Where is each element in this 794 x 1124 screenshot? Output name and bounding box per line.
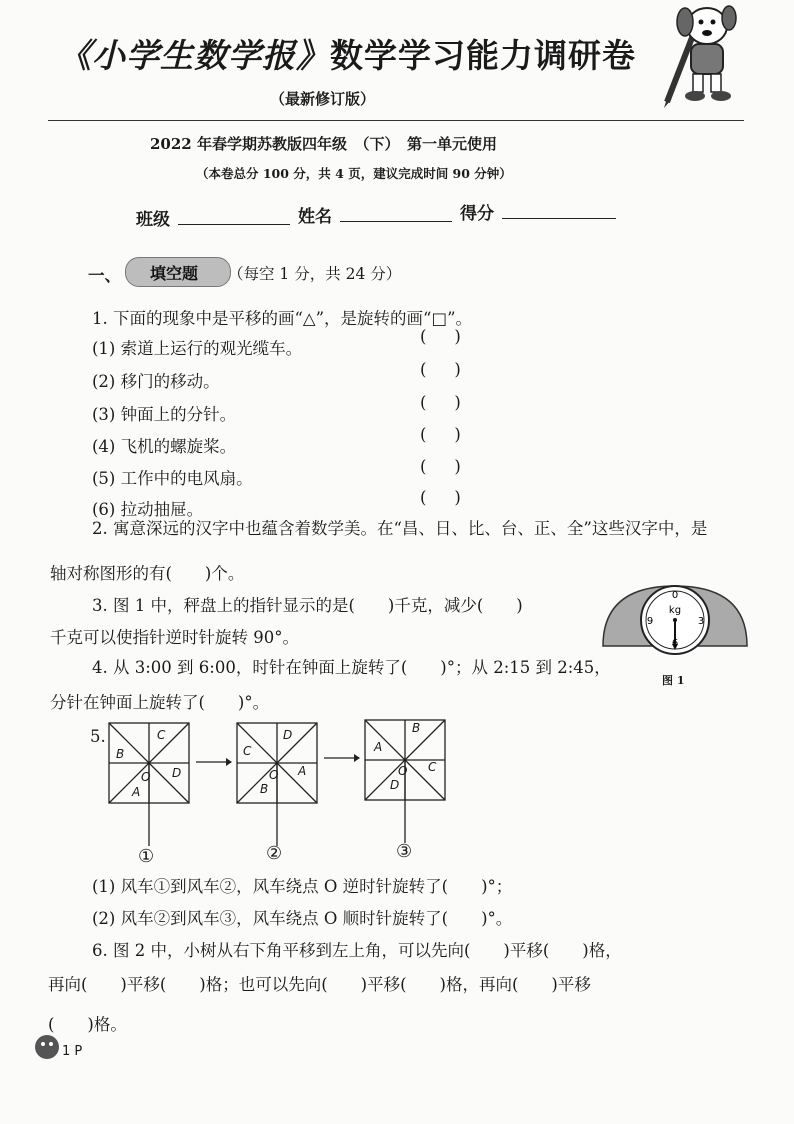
q4-line-2: 分针在钟面上旋转了( )°。 xyxy=(50,693,270,712)
q1-stem: 1. 下面的现象中是平移的画“△”，是旋转的画“□”。 xyxy=(92,309,473,328)
pinwheel-2-letter-d: D xyxy=(283,728,293,742)
q1-answer-4[interactable]: () xyxy=(420,425,489,444)
q1-answer-5[interactable]: () xyxy=(420,457,489,476)
pinwheel-1-letter-d: D xyxy=(172,766,182,780)
header-divider xyxy=(48,120,744,121)
name-label: 姓名 xyxy=(298,207,332,227)
q6-line-2: 再向( )平移( )格；也可以先向( )平移( )格，再向( )平移 xyxy=(48,975,591,994)
pinwheel-1-letter-o: O xyxy=(141,770,151,784)
figure-1-scale xyxy=(600,578,750,668)
pinwheel-1-letter-a: A xyxy=(132,785,141,799)
q1-item-2: (2) 移门的移动。 xyxy=(92,372,220,391)
dial-number-0: 0 xyxy=(671,590,679,601)
q4-line-1: 4. 从 3:00 到 6:00，时针在钟面上旋转了( )°；从 2:15 到 2:45， xyxy=(92,658,611,677)
section-badge-text: 填空题 xyxy=(150,264,199,283)
q1-item-1: (1) 索道上运行的观光缆车。 xyxy=(92,339,303,358)
exam-note: （本卷总分 100 分，共 4 页，建议完成时间 90 分钟） xyxy=(196,166,512,181)
q1-answer-3[interactable]: () xyxy=(420,393,489,412)
section-scoring: （每空 1 分，共 24 分） xyxy=(228,265,402,283)
q2-line-2: 轴对称图形的有( )个。 xyxy=(50,564,245,583)
q5-sub-1: (1) 风车①到风车②，风车绕点 O 逆时针旋转了( )°； xyxy=(92,877,513,896)
q3-line-1: 3. 图 1 中，秤盘上的指针显示的是( )千克，减少( ) xyxy=(92,596,523,615)
exam-subtitle: 2022 年春学期苏教版四年级 （下） 第一单元使用 xyxy=(150,135,497,153)
q1-answer-6[interactable]: () xyxy=(420,488,489,507)
name-field[interactable] xyxy=(340,201,452,222)
q1-item-3: (3) 钟面上的分针。 xyxy=(92,405,237,424)
pinwheel-2-letter-c: C xyxy=(243,744,252,758)
edition-label: （最新修订版） xyxy=(270,90,376,108)
pinwheel-2-label: ② xyxy=(266,843,283,864)
paper-title xyxy=(58,30,636,77)
pinwheel-2-letter-o: O xyxy=(269,768,279,782)
q2-line-1: 2. 寓意深远的汉字中也蕴含着数学美。在“昌、日、比、台、正、全”这些汉字中，是 xyxy=(92,519,708,538)
section-number: 一、 xyxy=(88,266,121,285)
q6-line-3: ( )格。 xyxy=(48,1015,127,1034)
section-badge xyxy=(125,257,231,287)
q6-line-1: 6. 图 2 中，小树从右下角平移到左上角，可以先向( )平移( )格， xyxy=(92,941,622,960)
pinwheel-3 xyxy=(360,715,450,845)
class-label: 班级 xyxy=(136,210,170,230)
class-field[interactable] xyxy=(178,204,290,225)
figure-1-caption: 图 1 xyxy=(662,674,685,687)
q5-sub-2: (2) 风车②到风车③，风车绕点 O 顺时针旋转了( )°。 xyxy=(92,909,513,928)
pinwheel-3-label: ③ xyxy=(396,841,413,862)
dial-number-9: 9 xyxy=(646,616,654,627)
pinwheel-1-letter-c: C xyxy=(157,728,166,742)
pinwheel-3-letter-d: D xyxy=(390,778,400,792)
q1-answer-1[interactable]: () xyxy=(420,327,489,346)
mascot-dog-illustration xyxy=(655,0,745,110)
title-brand: 《小学生数学报》 xyxy=(58,36,330,75)
arrow-icon xyxy=(324,752,360,764)
q3-line-2: 千克可以使指针逆时针旋转 90°。 xyxy=(50,628,299,647)
dial-number-3: 3 xyxy=(697,616,705,627)
pinwheel-1-letter-b: B xyxy=(116,747,125,761)
pinwheel-1-label: ① xyxy=(138,846,155,867)
arrow-icon xyxy=(196,756,232,768)
page-number: 1 P xyxy=(62,1044,83,1059)
q1-item-5: (5) 工作中的电风扇。 xyxy=(92,469,253,488)
q5-number: 5. xyxy=(90,727,106,746)
pinwheel-2-letter-b: B xyxy=(260,782,269,796)
score-field[interactable] xyxy=(502,198,616,219)
q1-item-6: (6) 拉动抽屉。 xyxy=(92,500,204,519)
q1-item-4: (4) 飞机的螺旋桨。 xyxy=(92,437,237,456)
score-label: 得分 xyxy=(460,204,494,224)
q1-answer-2[interactable]: () xyxy=(420,360,489,379)
dial-number-6: 6 xyxy=(671,638,679,649)
pinwheel-3-letter-c: C xyxy=(428,760,437,774)
dial-unit: kg xyxy=(668,605,682,616)
pinwheel-3-letter-o: O xyxy=(398,764,408,778)
pinwheel-3-letter-a: A xyxy=(374,740,383,754)
pinwheel-3-letter-b: B xyxy=(412,721,421,735)
pinwheel-2 xyxy=(232,718,322,848)
title-rest: 数学学习能力调研卷 xyxy=(330,36,636,75)
pinwheel-2-letter-a: A xyxy=(298,764,307,778)
page-corner-mascot-icon xyxy=(32,1032,62,1062)
